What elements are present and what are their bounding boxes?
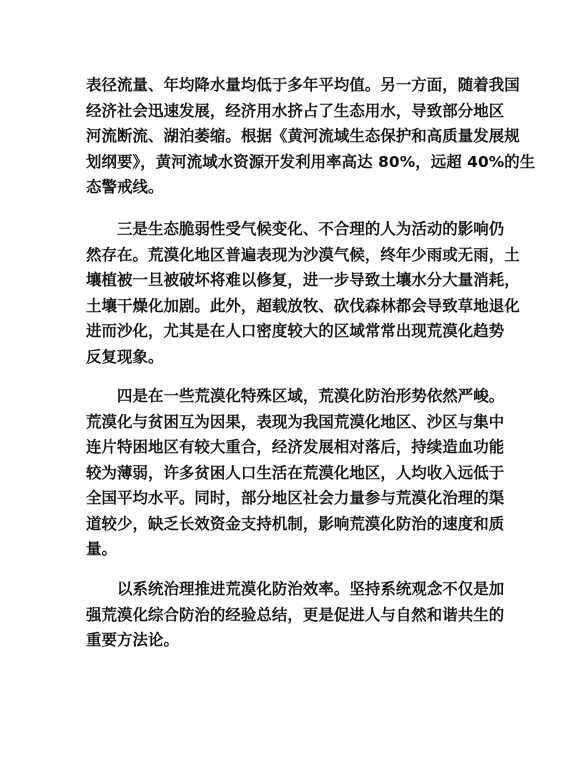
paragraph-water-resources [86,73,536,201]
paragraph-systematic-governance [86,577,506,654]
text-line: 以系统治理推进荒漠化防治效率。坚持系统观念不仅是加 [117,580,505,598]
paragraph-ecological-fragility [86,217,520,370]
text-line: 壤植被一旦被破坏将难以修复，进一步导致土壤水分大量消耗， [86,271,520,289]
text-line: 较为薄弱，许多贫困人口生活在荒漠化地区，人均收入远低于 [86,463,505,482]
text-line: 三是生态脆弱性受气候变化、不合理的人为活动的影响仍 [117,220,505,238]
text-line: 连片特困地区有较大重合，经济发展相对落后，持续造血功能 [86,438,505,456]
text-line: 四是在一些荒漠化特殊区域，荒漠化防治形势依然严峻。 [117,387,505,405]
text-line: 反复现象。 [86,347,164,366]
text-line: 表径流量、年均降水量均低于多年平均值。另一方面，随着我国 [86,76,520,94]
text-line: 全国平均水平。同时，部分地区社会力量参与荒漠化治理的渠 [86,489,505,507]
text-line: 量。 [86,540,117,558]
text-line: 划纲要》，黄河流域水资源开发利用率高达 80%，远超 40%的生 [86,152,536,171]
text-line: 土壤干燥化加剧。此外，超载放牧、砍伐森林都会导致草地退化 [86,296,520,315]
text-line: 态警戒线。 [86,178,164,196]
text-line: 河流断流、湖泊萎缩。根据《黄河流域生态保护和高质量发展规 [86,127,520,145]
text-line: 然存在。荒漠化地区普遍表现为沙漠气候，终年少雨或无雨，土 [86,245,520,264]
text-line: 荒漠化与贫困互为因果，表现为我国荒漠化地区、沙区与集中 [86,412,505,431]
text-line: 重要方法论。 [86,631,179,649]
text-line: 进而沙化，尤其是在人口密度较大的区域常常出现荒漠化趋势 [86,322,505,340]
text-line: 道较少，缺乏长效资金支持机制，影响荒漠化防治的速度和质 [86,514,505,533]
paragraph-special-regions [86,384,506,563]
text-line: 经济社会迅速发展，经济用水挤占了生态用水，导致部分地区 [86,101,505,120]
text-line: 强荒漠化综合防治的经验总结，更是促进人与自然和谐共生的 [86,605,505,624]
